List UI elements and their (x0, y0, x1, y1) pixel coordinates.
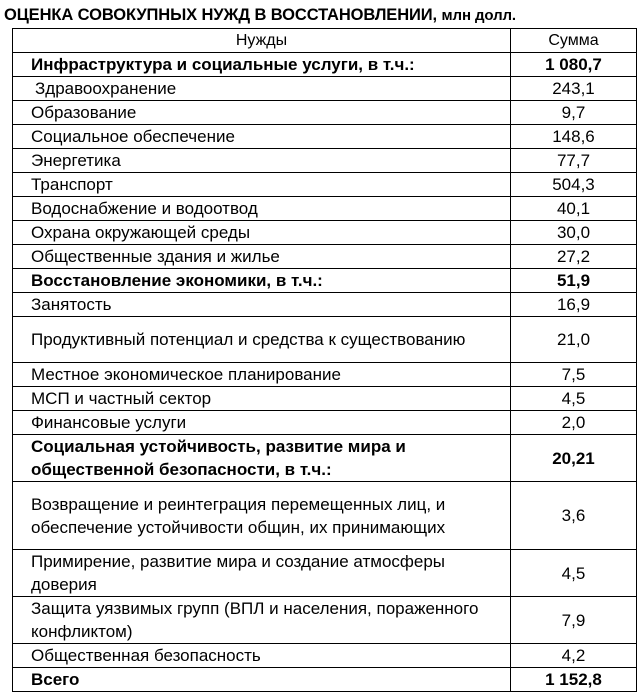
table-row (13, 435, 637, 482)
row-value: 4,5 (511, 550, 637, 597)
header-needs: Нужды (13, 29, 511, 53)
total-label: Всего (13, 668, 511, 692)
row-label: Социальное обеспечение (13, 125, 511, 149)
title-main: ОЦЕНКА СОВОКУПНЫХ НУЖД В ВОССТАНОВЛЕНИИ, (4, 6, 438, 24)
table-row (13, 387, 637, 411)
row-value: 27,2 (511, 245, 637, 269)
row-label: МСП и частный сектор (13, 387, 511, 411)
row-value: 2,0 (511, 411, 637, 435)
row-value: 30,0 (511, 221, 637, 245)
table-row (13, 644, 637, 668)
table-row (13, 597, 637, 644)
row-label: Продуктивный потенциал и средства к существованию (13, 317, 511, 363)
row-value: 21,0 (511, 317, 637, 363)
row-label: Местное экономическое планирование (13, 363, 511, 387)
row-label: Образование (13, 101, 511, 125)
table-row (13, 293, 637, 317)
table-row (13, 269, 637, 293)
row-value: 1 080,7 (511, 53, 637, 77)
row-label: Примирение, развитие мира и создание атмосферы доверия (13, 550, 511, 597)
row-value: 77,7 (511, 149, 637, 173)
table-row (13, 125, 637, 149)
table-row (13, 550, 637, 597)
row-label: Общественная безопасность (13, 644, 511, 668)
needs-table (12, 28, 637, 692)
table-row (13, 149, 637, 173)
row-label: Охрана окружающей среды (13, 221, 511, 245)
table-row (13, 245, 637, 269)
table-row-total (13, 668, 637, 692)
row-value: 51,9 (511, 269, 637, 293)
row-label: Здравоохранение (13, 77, 511, 101)
row-value: 20,21 (511, 435, 637, 482)
title-unit: млн долл. (441, 7, 517, 24)
table-row (13, 411, 637, 435)
row-value: 243,1 (511, 77, 637, 101)
row-label: Социальная устойчивость, развитие мира и общественной безопасности, в т.ч.: (13, 435, 511, 482)
table-row (13, 173, 637, 197)
row-value: 40,1 (511, 197, 637, 221)
table-row (13, 317, 637, 363)
row-label: Энергетика (13, 149, 511, 173)
row-label: Возвращение и реинтеграция перемещенных лиц, и обеспечение устойчивости общин, их принимающих (13, 482, 511, 550)
row-value: 504,3 (511, 173, 637, 197)
row-value: 7,9 (511, 597, 637, 644)
row-value: 7,5 (511, 363, 637, 387)
page-title (4, 4, 640, 27)
row-label: Инфраструктура и социальные услуги, в т.ч.: (13, 53, 511, 77)
table-row (13, 53, 637, 77)
row-label: Восстановление экономики, в т.ч.: (13, 269, 511, 293)
row-value: 3,6 (511, 482, 637, 550)
table-row (13, 363, 637, 387)
row-value: 148,6 (511, 125, 637, 149)
table-row (13, 101, 637, 125)
table-row (13, 77, 637, 101)
row-label: Общественные здания и жилье (13, 245, 511, 269)
row-value: 16,9 (511, 293, 637, 317)
table-row (13, 221, 637, 245)
row-value: 4,2 (511, 644, 637, 668)
row-value: 9,7 (511, 101, 637, 125)
row-label: Водоснабжение и водоотвод (13, 197, 511, 221)
table-row (13, 197, 637, 221)
row-label: Финансовые услуги (13, 411, 511, 435)
table-row (13, 482, 637, 550)
header-sum: Сумма (511, 29, 637, 53)
total-value: 1 152,8 (511, 668, 637, 692)
row-label: Защита уязвимых групп (ВПЛ и населения, пораженного конфликтом) (13, 597, 511, 644)
table-header-row (13, 29, 637, 53)
row-value: 4,5 (511, 387, 637, 411)
row-label: Транспорт (13, 173, 511, 197)
row-label: Занятость (13, 293, 511, 317)
